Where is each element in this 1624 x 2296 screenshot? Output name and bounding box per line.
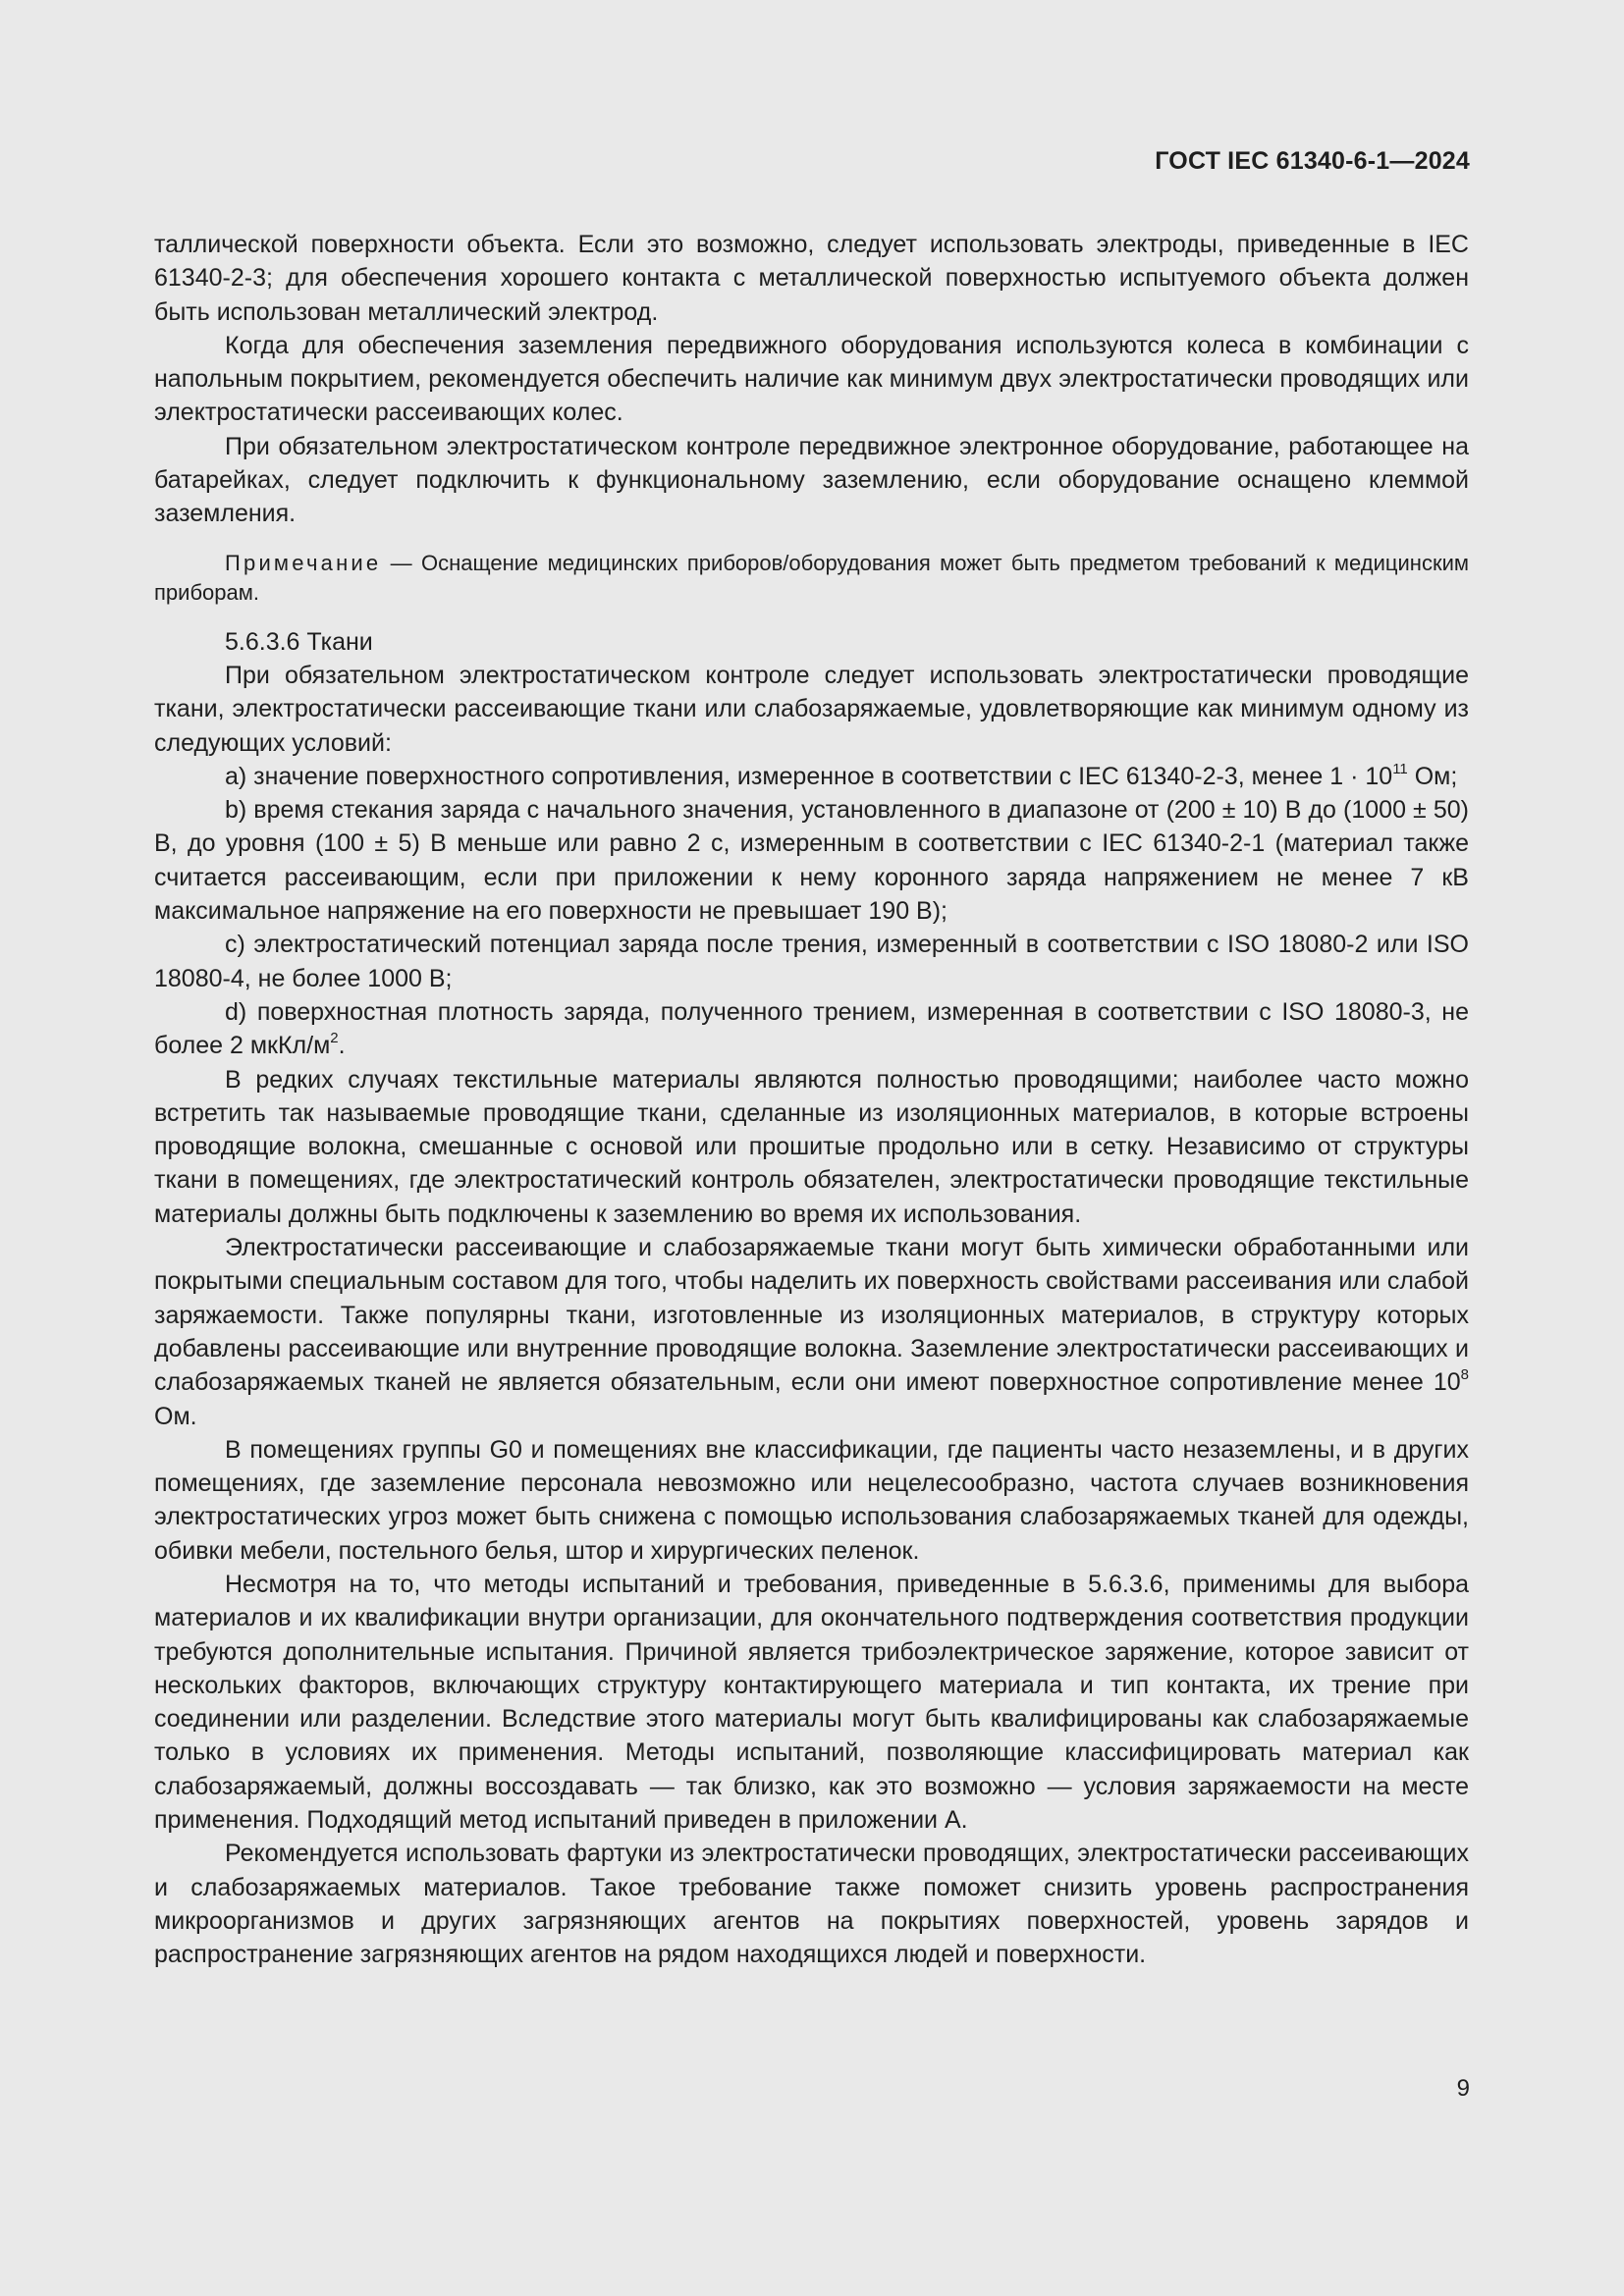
superscript: 11 — [1392, 760, 1408, 777]
superscript: 2 — [330, 1029, 339, 1046]
list-item-b: b) время стекания заряда с начального значения, установленного в диапазоне от (200 ± 10) В до (1000 ± 50) В, до уровня (100 ± 5) В меньше или равно 2 с, измеренным в соответствии с IEC 61340-2-1 (материал также считается рассеивающим, если при приложении к нему коронного заряда напряжением не менее 7 кВ максимальное напряжение на его поверхности не превышает 190 В); — [154, 796, 1469, 926]
document-body — [154, 228, 1469, 1972]
section-title: Ткани — [306, 627, 373, 656]
section-number: 5.6.3.6 — [225, 627, 300, 656]
superscript: 8 — [1460, 1365, 1469, 1383]
paragraph-wheels: Когда для обеспечения заземления передвижного оборудования используются колеса в комбинации с напольным покрытием, рекомендуется обеспечить наличие как минимум двух электростатически проводящих или электростатически рассеивающих колес. — [154, 331, 1469, 427]
list-item-c: c) электростатический потенциал заряда после трения, измеренный в соответствии с ISO 18080-2 или ISO 18080-4, не более 1000 В; — [154, 931, 1469, 992]
paragraph-test-methods: Несмотря на то, что методы испытаний и требования, приведенные в 5.6.3.6, применимы для выбора материалов и их квалификации внутри организации, для окончательного подтверждения соответствия продукции требуются дополнительные испытания. Причиной является трибоэлектрическое заряжение, которое зависит от нескольких факторов, включающих структуру контактирующего материала и тип контакта, их трение при соединении или разделении. Вследствие этого материалы могут быть квалифицированы как слабозаряжаемые только в условиях их применения. Методы испытаний, позволяющие классифицировать материал как слабозаряжаемый, должны воссоздавать — так близко, как это возможно — условия заряжаемости на месте применения. Подходящий метод испытаний приведен в приложении А. — [154, 1570, 1469, 1835]
document-header: ГОСТ IEC 61340-6-1—2024 — [1155, 147, 1470, 175]
page-number: 9 — [1456, 2075, 1470, 2102]
paragraph-battery-equipment: При обязательном электростатическом контроле передвижное электронное оборудование, работающее на батарейках, следует подключить к функциональному заземлению, если оборудование оснащено клеммой заземления. — [154, 432, 1469, 528]
paragraph-dissipative-fabrics: Электростатически рассеивающие и слабозаряжаемые ткани могут быть химически обработанными или покрытыми специальным составом для того, чтобы наделить их поверхность свойствами рассеивания или слабой заряжаемости. Также популярны ткани, изготовленные из изоляционных материалов, в структуру которых добавлены рассеивающие или внутренние проводящие волокна. Заземление электростатически рассеивающих и слабозаряжаемых тканей не является обязательным, если они имеют поверхностное сопротивление менее $10^8$ Ом. — [154, 1234, 1469, 1430]
list-item-a: a) значение поверхностного сопротивления, измеренное в соответствии с IEC 61340-2-3, менее $1 \cdot 10^{11}$ Ом; — [225, 760, 1458, 790]
paragraph-conductive-textiles: В редких случаях текстильные материалы являются полностью проводящими; наиболее часто можно встретить так называемые проводящие ткани, сделанные из изоляционных материалов, в которые встроены проводящие волокна, смешанные с основой или прошитые продольно или в сетку. Независимо от структуры ткани в помещениях, где электростатический контроль обязателен, электростатически проводящие текстильные материалы должны быть подключены к заземлению во время их использования. — [154, 1065, 1469, 1228]
note-label: Примечание — [225, 550, 382, 575]
paragraph-aprons: Рекомендуется использовать фартуки из электростатически проводящих, электростатически рассеивающих и слабозаряжаемых материалов. Такое требование также поможет снизить уровень распространения микроорганизмов и других загрязняющих агентов на покрытиях поверхностей, уровень зарядов и распространение загрязняющих агентов на рядом находящихся людей и поверхности. — [154, 1840, 1469, 1969]
note — [154, 549, 1469, 608]
paragraph-g0-rooms: В помещениях группы G0 и помещениях вне классификации, где пациенты часто незаземлены, и в других помещениях, где заземление персонала невозможно или нецелесообразно, частота случаев возникновения электростатических угроз может быть снижена с помощью использования слабозаряжаемых тканей для одежды, обивки мебели, постельного белья, штор и хирургических пеленок. — [154, 1435, 1469, 1565]
paragraph-fabric-requirements: При обязательном электростатическом контроле следует использовать электростатически проводящие ткани, электростатически рассеивающие ткани или слабозаряжаемые, удовлетворяющие как минимум одному из следующих условий: — [154, 661, 1469, 757]
note-text: — Оснащение медицинских приборов/оборудования может быть предметом требований к медицинским приборам. — [154, 550, 1469, 605]
list-item-d: d) поверхностная плотность заряда, полученного трением, измеренная в соответствии с ISO 18080-3, не более 2 мкКл/$м^2$. — [154, 997, 1469, 1060]
paragraph-continuation: таллической поверхности объекта. Если это возможно, следует использовать электроды, приведенные в IEC 61340-2-3; для обеспечения хорошего контакта с металлической поверхностью испытуемого объекта должен быть использован металлический электрод. — [154, 231, 1469, 326]
section-heading — [154, 625, 1469, 659]
